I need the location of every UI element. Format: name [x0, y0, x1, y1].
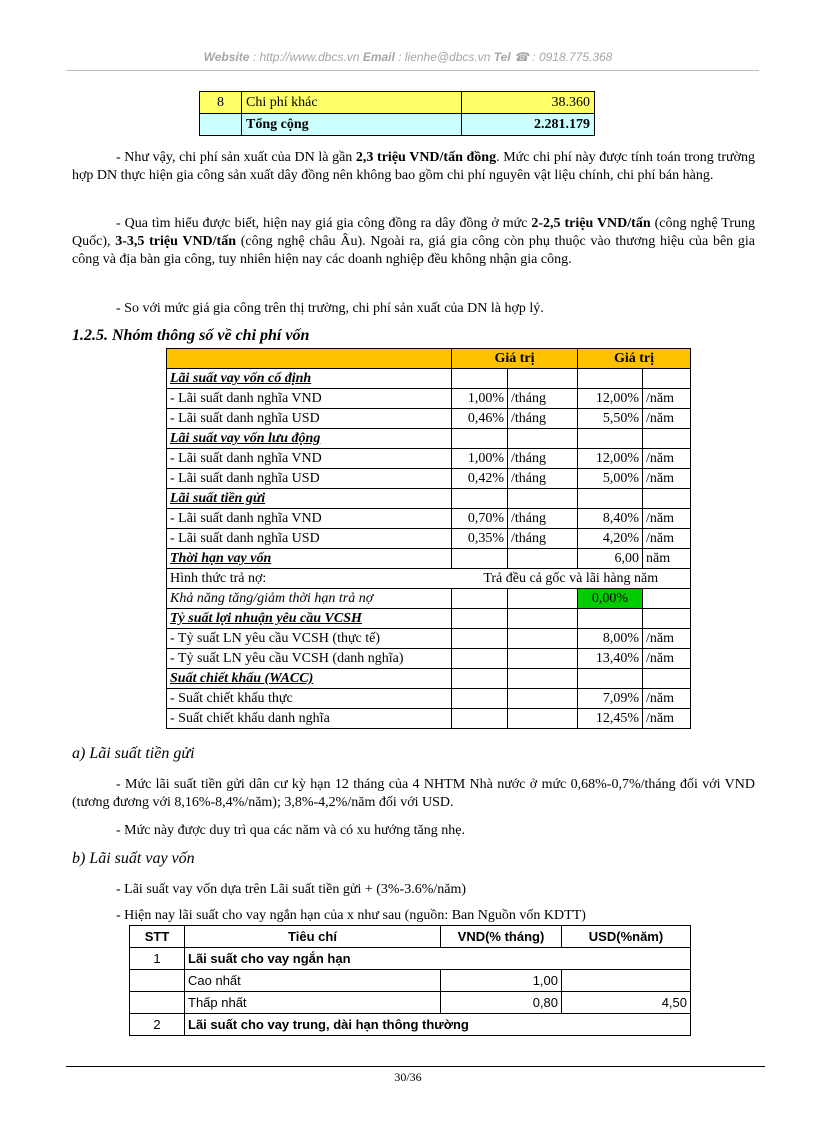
table-row: - Lãi suất danh nghĩa VND 1,00% /tháng 12,00% /năm [167, 449, 691, 469]
tel-value: ☎ : 0918.775.368 [510, 50, 613, 64]
header-divider [66, 70, 759, 71]
ability-value-highlight: 0,00% [578, 589, 643, 609]
section-heading: 1.2.5. Nhóm thông số về chi phí vốn [72, 327, 310, 344]
section-wacc: Suất chiết khấu (WACC) [167, 669, 452, 689]
table-row: Khả năng tăng/giảm thời hạn trả nợ 0,00% [167, 589, 691, 609]
cost-total-label: Tổng cộng [242, 114, 462, 136]
table-row: - Tỷ suất LN yêu cầu VCSH (thực tế) 8,00% /năm [167, 629, 691, 649]
table-row: - Lãi suất danh nghĩa USD 0,35% /tháng 4,20% /năm [167, 529, 691, 549]
paragraph-comparison: - So với mức giá gia công trên thị trường, chi phí sản xuất của DN là hợp lý. [116, 301, 544, 316]
loan-rate-table [129, 925, 691, 1036]
table-row [200, 92, 595, 114]
cost-stt: 8 [200, 92, 242, 114]
header-value-yearly: Giá trị [578, 349, 691, 369]
table-row: - Lãi suất danh nghĩa VND 0,70% /tháng 8,40% /năm [167, 509, 691, 529]
cost-total-value: 2.281.179 [462, 114, 595, 136]
table-row: - Lãi suất danh nghĩa VND 1,00% /tháng 12,00% /năm [167, 389, 691, 409]
table-row [167, 369, 691, 389]
footer-divider [66, 1066, 765, 1067]
website-value: : http://www.dbcs.vn [249, 50, 363, 64]
paragraph-processing-price: - Qua tìm hiểu được biết, hiện nay giá gia công đồng ra dây đồng ở mức 2-2,5 triệu VND/tấn (công nghệ Trung Quốc), 3-3,5 triệu VND/tấn (công nghệ châu Âu). Ngoài ra, giá gia công còn phụ thuộc vào thương hiệu của bên gia công và địa bàn gia công, tuy nhiên hiện nay các doanh nghiệp đều không nhận gia công. [72, 216, 756, 267]
table-header-row [167, 349, 691, 369]
cost-value: 38.360 [462, 92, 595, 114]
table-row: - Lãi suất danh nghĩa USD 0,46% /tháng 5,50% /năm [167, 409, 691, 429]
website-label: Website [203, 50, 250, 64]
table-row [167, 609, 691, 629]
email-value: : lienhe@dbcs.vn [394, 50, 494, 64]
section-working-loan: Lãi suất vay vốn lưu động [167, 429, 452, 449]
table-row: 1 Lãi suất cho vay ngắn hạn [130, 948, 691, 970]
subsection-a-title: a) Lãi suất tiền gửi [72, 745, 195, 762]
paragraph-loan-source: - Hiện nay lãi suất cho vay ngắn hạn của x như sau (nguồn: Ban Nguồn vốn KDTT) [116, 908, 586, 923]
section-deposit: Lãi suất tiền gửi [167, 489, 452, 509]
section-loan-term: Thời hạn vay vốn [167, 549, 452, 569]
page-number: 30/36 [394, 1070, 422, 1084]
tel-label: Tel [493, 50, 511, 64]
table-header-row: STT Tiêu chí VND(% tháng) USD(%năm) [130, 926, 691, 948]
capital-cost-table [166, 348, 691, 729]
paragraph-deposit-rate: - Mức lãi suất tiền gửi dân cư kỳ hạn 12 tháng của 4 NHTM Nhà nước ở mức 0,68%-0,7%/tháng đối với VND (tương đương với 8,16%-8,4%/năm); 3,8%-4,2%/năm đối với USD. [72, 777, 755, 810]
email-label: Email [362, 50, 395, 64]
cost-stt [200, 114, 242, 136]
table-row [167, 429, 691, 449]
table-row: Thấp nhất 0,80 4,50 [130, 992, 691, 1014]
section-equity-return: Tỷ suất lợi nhuận yêu cầu VCSH [167, 609, 452, 629]
paragraph-production-cost: - Như vậy, chi phí sản xuất của DN là gần 2,3 triệu VND/tấn đồng. Mức chi phí này được tính toán trong trường hợp DN thực hiện gia công sản xuất dây đồng nên không bao gồm chi phí nguyên vật liệu chính, chi phí bán hàng. [72, 150, 755, 183]
table-row: - Suất chiết khấu thực 7,09% /năm [167, 689, 691, 709]
header-value-monthly: Giá trị [452, 349, 578, 369]
section-fixed-loan: Lãi suất vay vốn cố định [167, 369, 452, 389]
table-row [167, 489, 691, 509]
cost-table [199, 91, 595, 136]
table-row [200, 114, 595, 136]
table-row: Thời hạn vay vốn 6,00 năm [167, 549, 691, 569]
table-row: - Lãi suất danh nghĩa USD 0,42% /tháng 5,00% /năm [167, 469, 691, 489]
table-row: - Suất chiết khấu danh nghĩa 12,45% /năm [167, 709, 691, 729]
paragraph-loan-basis: - Lãi suất vay vốn dựa trên Lãi suất tiền gửi + (3%-3.6%/năm) [116, 882, 467, 897]
table-row: Cao nhất 1,00 [130, 970, 691, 992]
table-row [167, 669, 691, 689]
subsection-b-title: b) Lãi suất vay vốn [72, 850, 195, 867]
table-row: - Tỷ suất LN yêu cầu VCSH (danh nghĩa) 13,40% /năm [167, 649, 691, 669]
table-row: Hình thức trả nợ: Trả đều cả gốc và lãi hàng năm [167, 569, 691, 589]
paragraph-deposit-trend: - Mức này được duy trì qua các năm và có xu hướng tăng nhẹ. [116, 823, 465, 838]
page-header [0, 50, 816, 64]
table-row: 2 Lãi suất cho vay trung, dài hạn thông thường [130, 1014, 691, 1036]
cost-name: Chi phí khác [242, 92, 462, 114]
